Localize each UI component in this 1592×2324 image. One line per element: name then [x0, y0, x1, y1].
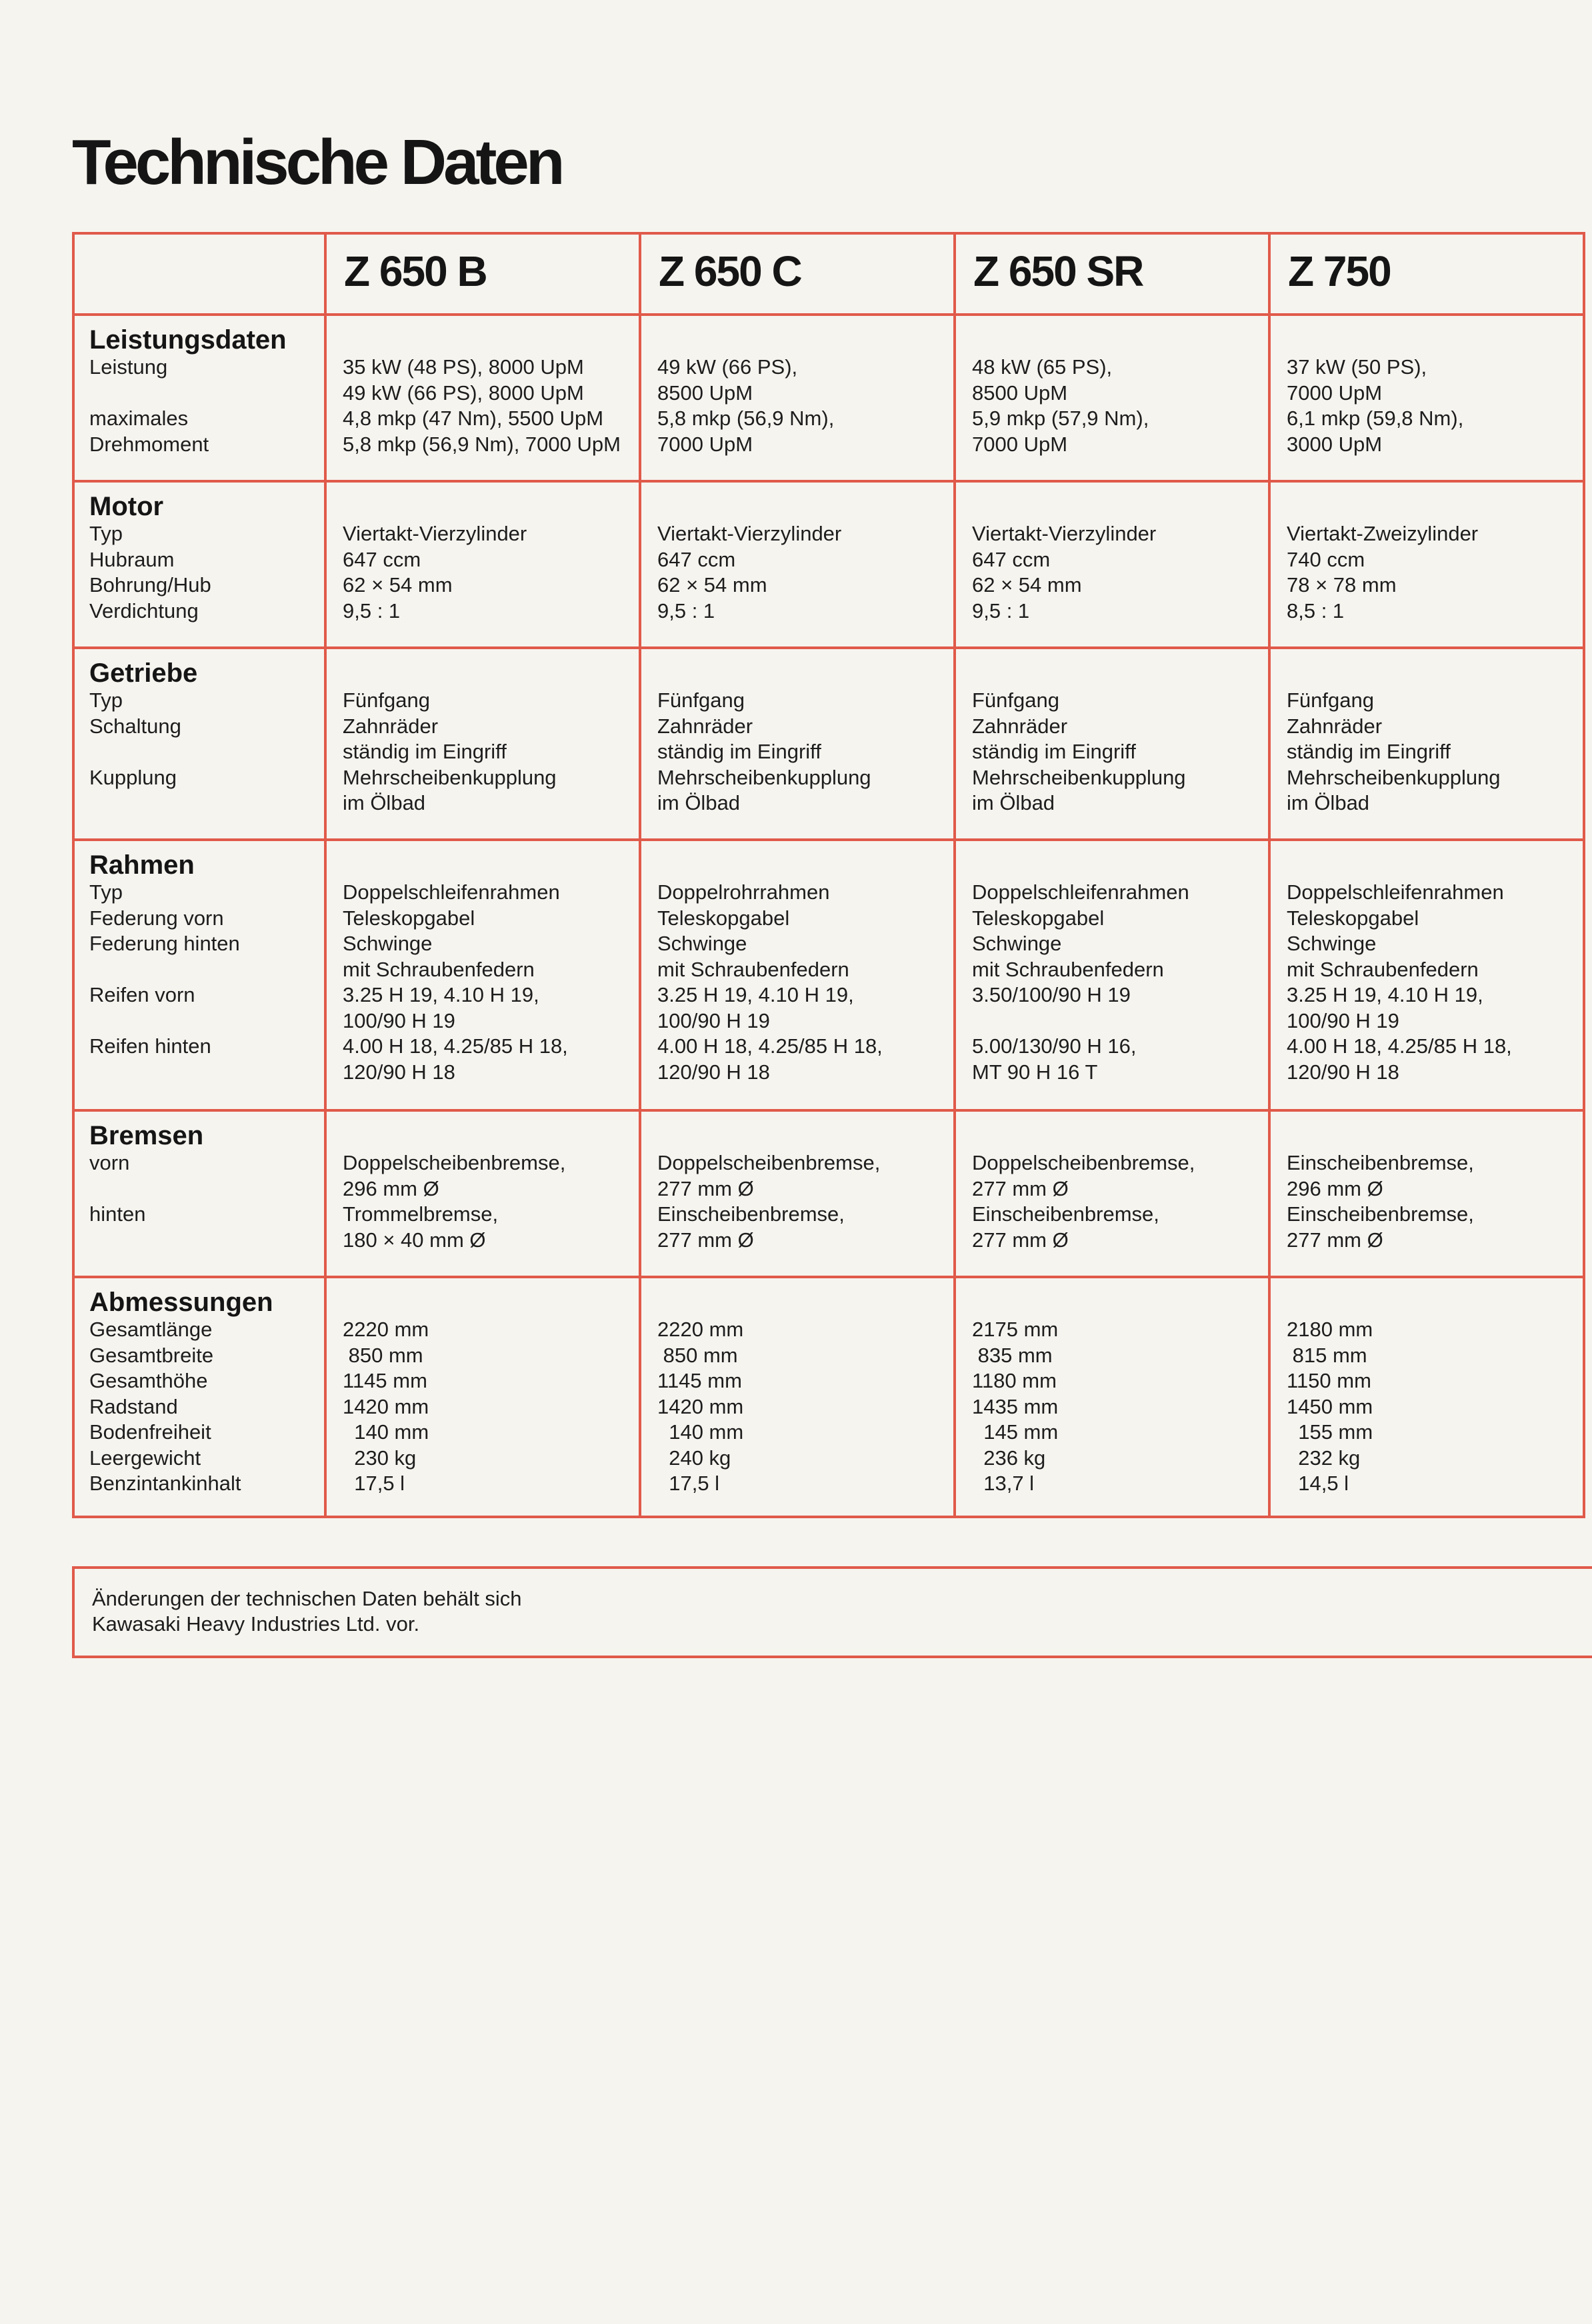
- spec-value: 8500 UpM: [972, 381, 1068, 405]
- spec-value: 835 mm: [972, 1343, 1053, 1367]
- spec-label: [89, 381, 320, 407]
- spec-value: 5.00/130/90 H 16,: [972, 1034, 1137, 1058]
- spec-label: Typ: [89, 688, 123, 712]
- section-title: Motor: [89, 492, 164, 521]
- spec-value: 6,1 mkp (59,8 Nm),: [1287, 407, 1464, 430]
- spec-value: 230 kg: [343, 1446, 417, 1470]
- spec-value: ständig im Eingriff: [343, 740, 507, 763]
- spec-value: 1435 mm: [972, 1394, 1059, 1418]
- spec-value: 4,8 mkp (47 Nm), 5500 UpM: [343, 407, 604, 430]
- spec-value: MT 90 H 16 T: [972, 1060, 1098, 1084]
- spec-value: Einscheibenbremse,: [972, 1202, 1159, 1226]
- spec-label: Bodenfreiheit: [89, 1420, 211, 1444]
- spec-value: 49 kW (66 PS),: [657, 355, 798, 379]
- section-label-cell: [73, 648, 325, 840]
- spec-label: Gesamthöhe: [89, 1369, 208, 1392]
- footnote-line: Kawasaki Heavy Industries Ltd. vor.: [92, 1612, 420, 1636]
- spec-value: Trommelbremse,: [343, 1202, 499, 1226]
- spec-value: im Ölbad: [1287, 791, 1370, 814]
- spec-value: 7000 UpM: [657, 432, 753, 456]
- spec-value: 48 kW (65 PS),: [972, 355, 1113, 379]
- spec-value: Doppelscheibenbremse,: [972, 1151, 1195, 1174]
- spec-value: Viertakt-Vierzylinder: [972, 522, 1157, 545]
- spec-value: 8,5 : 1: [1287, 598, 1345, 622]
- spec-value: 120/90 H 18: [1287, 1060, 1399, 1084]
- spec-value: 647 ccm: [657, 547, 736, 571]
- spec-label: Bohrung/Hub: [89, 573, 211, 596]
- spec-value: 140 mm: [657, 1420, 744, 1444]
- spec-value: Fünfgang: [1287, 688, 1374, 712]
- section-row-abmessungen: [73, 1277, 1584, 1517]
- spec-value: Teleskopgabel: [972, 906, 1105, 930]
- spec-value: 145 mm: [972, 1420, 1059, 1444]
- spec-value-cell-z650b: [325, 315, 640, 481]
- spec-value: 1450 mm: [1287, 1394, 1373, 1418]
- spec-label: Verdichtung: [89, 598, 199, 622]
- section-row-getriebe: [73, 648, 1584, 840]
- spec-value: 9,5 : 1: [657, 598, 715, 622]
- spec-value: ständig im Eingriff: [1287, 740, 1451, 763]
- spec-value: Mehrscheibenkupplung: [657, 765, 871, 789]
- section-row-motor: [73, 481, 1584, 648]
- spec-value: 37 kW (50 PS),: [1287, 355, 1427, 379]
- spec-value: Viertakt-Zweizylinder: [1287, 522, 1479, 545]
- section-label-cell: [73, 1110, 325, 1277]
- spec-value: 4.00 H 18, 4.25/85 H 18,: [343, 1034, 568, 1058]
- spec-value: Viertakt-Vierzylinder: [657, 522, 842, 545]
- section-title: Rahmen: [89, 850, 195, 880]
- spec-value: Zahnräder: [343, 714, 439, 738]
- spec-value-cell-z750: [1269, 481, 1584, 648]
- spec-value-cell-z650sr: [955, 648, 1269, 840]
- spec-value: [972, 1008, 1265, 1034]
- spec-value: 4.00 H 18, 4.25/85 H 18,: [657, 1034, 883, 1058]
- spec-value-cell-z650sr: [955, 1277, 1269, 1517]
- spec-value: Doppelscheibenbremse,: [657, 1151, 881, 1174]
- spec-value: Einscheibenbremse,: [657, 1202, 845, 1226]
- spec-value: 5,8 mkp (56,9 Nm),: [657, 407, 835, 430]
- spec-value: 277 mm Ø: [972, 1176, 1069, 1200]
- spec-label: Typ: [89, 880, 123, 904]
- spec-value: Zahnräder: [972, 714, 1068, 738]
- spec-value: 7000 UpM: [972, 432, 1068, 456]
- spec-value: 49 kW (66 PS), 8000 UpM: [343, 381, 584, 405]
- section-title: Abmessungen: [89, 1288, 273, 1317]
- spec-value: 1145 mm: [343, 1369, 427, 1392]
- section-row-bremsen: [73, 1110, 1584, 1277]
- spec-value: 2175 mm: [972, 1318, 1059, 1341]
- spec-label: Reifen vorn: [89, 983, 195, 1006]
- spec-value: 240 kg: [657, 1446, 731, 1470]
- section-label-cell: [73, 840, 325, 1110]
- spec-value: 3.25 H 19, 4.10 H 19,: [343, 983, 539, 1006]
- header-corner-cell: [73, 233, 325, 315]
- spec-value: 3000 UpM: [1287, 432, 1383, 456]
- spec-value-cell-z650c: [640, 315, 955, 481]
- spec-label: Radstand: [89, 1394, 178, 1418]
- spec-value: Doppelschleifenrahmen: [1287, 880, 1504, 904]
- spec-value-cell-z650b: [325, 840, 640, 1110]
- spec-value: 4.00 H 18, 4.25/85 H 18,: [1287, 1034, 1512, 1058]
- spec-value: ständig im Eingriff: [657, 740, 821, 763]
- spec-value: Mehrscheibenkupplung: [1287, 765, 1501, 789]
- spec-value: 2180 mm: [1287, 1318, 1373, 1341]
- spec-value: 180 × 40 mm Ø: [343, 1228, 486, 1252]
- spec-value-cell-z650sr: [955, 1110, 1269, 1277]
- spec-value: 236 kg: [972, 1446, 1046, 1470]
- section-label-cell: [73, 1277, 325, 1517]
- spec-value: 14,5 l: [1287, 1472, 1349, 1495]
- spec-value-cell-z650b: [325, 648, 640, 840]
- spec-label: Schaltung: [89, 714, 181, 738]
- spec-value: 120/90 H 18: [343, 1060, 455, 1084]
- spec-label: Kupplung: [89, 765, 177, 789]
- spec-value: 1145 mm: [657, 1369, 742, 1392]
- spec-label: Hubraum: [89, 547, 175, 571]
- spec-value: 17,5 l: [343, 1472, 405, 1495]
- spec-value-cell-z650c: [640, 840, 955, 1110]
- spec-value-cell-z750: [1269, 648, 1584, 840]
- spec-value: Schwinge: [343, 932, 433, 955]
- spec-value: 35 kW (48 PS), 8000 UpM: [343, 355, 584, 379]
- spec-label: [89, 739, 320, 765]
- spec-value: 8500 UpM: [657, 381, 753, 405]
- spec-value-cell-z650c: [640, 481, 955, 648]
- spec-value-cell-z750: [1269, 1110, 1584, 1277]
- spec-label: Leergewicht: [89, 1446, 201, 1470]
- spec-value: 1420 mm: [657, 1394, 744, 1418]
- model-header-z650sr: Z 650 SR: [955, 233, 1269, 315]
- spec-value-cell-z650b: [325, 1110, 640, 1277]
- section-title: Leistungsdaten: [89, 325, 287, 355]
- spec-label: Benzintankinhalt: [89, 1472, 241, 1495]
- spec-value: 5,9 mkp (57,9 Nm),: [972, 407, 1149, 430]
- spec-value: Doppelscheibenbremse,: [343, 1151, 566, 1174]
- section-label-cell: [73, 315, 325, 481]
- spec-value: Doppelrohrrahmen: [657, 880, 830, 904]
- spec-label: Gesamtlänge: [89, 1318, 213, 1341]
- spec-value: Fünfgang: [972, 688, 1059, 712]
- spec-value: 3.50/100/90 H 19: [972, 983, 1131, 1006]
- spec-value: 850 mm: [343, 1343, 423, 1367]
- spec-value: 296 mm Ø: [343, 1176, 439, 1200]
- spec-label: Typ: [89, 522, 123, 545]
- spec-value: im Ölbad: [972, 791, 1055, 814]
- spec-value: 1150 mm: [1287, 1369, 1371, 1392]
- section-title: Getriebe: [89, 658, 198, 688]
- spec-value: Einscheibenbremse,: [1287, 1202, 1474, 1226]
- spec-value: im Ölbad: [657, 791, 741, 814]
- page-title: Technische Daten: [72, 127, 562, 198]
- spec-value: Schwinge: [657, 932, 747, 955]
- section-title: Bremsen: [89, 1121, 204, 1150]
- spec-value: 277 mm Ø: [972, 1228, 1069, 1252]
- spec-value: 9,5 : 1: [343, 598, 401, 622]
- spec-value: 850 mm: [657, 1343, 738, 1367]
- spec-value-cell-z650c: [640, 1277, 955, 1517]
- spec-value: 13,7 l: [972, 1472, 1035, 1495]
- model-header-row: [73, 233, 1584, 315]
- spec-value: 647 ccm: [972, 547, 1051, 571]
- spec-value: 155 mm: [1287, 1420, 1373, 1444]
- spec-value: mit Schraubenfedern: [972, 957, 1164, 981]
- spec-value-cell-z650sr: [955, 315, 1269, 481]
- spec-value: 1420 mm: [343, 1394, 429, 1418]
- section-row-leistungsdaten: [73, 315, 1584, 481]
- spec-value: Schwinge: [972, 932, 1062, 955]
- spec-label: maximales: [89, 407, 189, 430]
- spec-label: [89, 1176, 320, 1202]
- spec-value: 62 × 54 mm: [343, 573, 453, 596]
- spec-label: [89, 957, 320, 983]
- spec-value: Mehrscheibenkupplung: [343, 765, 557, 789]
- spec-label: vorn: [89, 1151, 130, 1174]
- spec-value-cell-z650b: [325, 481, 640, 648]
- spec-value: 3.25 H 19, 4.10 H 19,: [1287, 983, 1483, 1006]
- spec-value: Einscheibenbremse,: [1287, 1151, 1474, 1174]
- spec-value: Fünfgang: [657, 688, 745, 712]
- spec-value: ständig im Eingriff: [972, 740, 1136, 763]
- spec-value: 100/90 H 19: [657, 1008, 770, 1032]
- model-header-z750: Z 750: [1269, 233, 1584, 315]
- spec-value: im Ölbad: [343, 791, 426, 814]
- spec-value: 277 mm Ø: [657, 1176, 754, 1200]
- spec-value-cell-z750: [1269, 1277, 1584, 1517]
- spec-label: Drehmoment: [89, 432, 209, 456]
- spec-value-cell-z650c: [640, 1110, 955, 1277]
- model-header-z650c: Z 650 C: [640, 233, 955, 315]
- spec-value-cell-z750: [1269, 840, 1584, 1110]
- spec-value: 78 × 78 mm: [1287, 573, 1397, 596]
- spec-value: Zahnräder: [1287, 714, 1383, 738]
- footnote-line: Änderungen der technischen Daten behält sich: [92, 1587, 522, 1610]
- spec-value: 740 ccm: [1287, 547, 1365, 571]
- spec-table: [72, 232, 1585, 1518]
- spec-value: mit Schraubenfedern: [1287, 957, 1479, 981]
- spec-value: 100/90 H 19: [1287, 1008, 1399, 1032]
- spec-label: Gesamtbreite: [89, 1343, 214, 1367]
- spec-value: 1180 mm: [972, 1369, 1057, 1392]
- spec-value: 3.25 H 19, 4.10 H 19,: [657, 983, 854, 1006]
- spec-value: 120/90 H 18: [657, 1060, 770, 1084]
- spec-value: 9,5 : 1: [972, 598, 1030, 622]
- spec-value-cell-z650c: [640, 648, 955, 840]
- spec-value: 647 ccm: [343, 547, 421, 571]
- spec-value: 2220 mm: [343, 1318, 429, 1341]
- spec-value: Zahnräder: [657, 714, 753, 738]
- spec-value: 277 mm Ø: [1287, 1228, 1383, 1252]
- spec-label: hinten: [89, 1202, 146, 1226]
- spec-value: 815 mm: [1287, 1343, 1367, 1367]
- spec-value: 100/90 H 19: [343, 1008, 455, 1032]
- spec-value-cell-z650sr: [955, 481, 1269, 648]
- spec-value: 7000 UpM: [1287, 381, 1383, 405]
- spec-value: 62 × 54 mm: [657, 573, 767, 596]
- spec-value: Teleskopgabel: [1287, 906, 1419, 930]
- model-header-z650b: Z 650 B: [325, 233, 640, 315]
- spec-value: Teleskopgabel: [657, 906, 790, 930]
- spec-label: [89, 1008, 320, 1034]
- spec-label: Federung vorn: [89, 906, 224, 930]
- spec-label: Reifen hinten: [89, 1034, 211, 1058]
- section-row-rahmen: [73, 840, 1584, 1110]
- spec-value: 17,5 l: [657, 1472, 720, 1495]
- spec-value-cell-z650b: [325, 1277, 640, 1517]
- spec-label: Leistung: [89, 355, 168, 379]
- footnote-box: [72, 1566, 1592, 1658]
- spec-value: 232 kg: [1287, 1446, 1361, 1470]
- spec-label: Federung hinten: [89, 932, 240, 955]
- spec-value: 5,8 mkp (56,9 Nm), 7000 UpM: [343, 432, 621, 456]
- spec-value: 140 mm: [343, 1420, 429, 1444]
- spec-value: Teleskopgabel: [343, 906, 475, 930]
- spec-value: 296 mm Ø: [1287, 1176, 1383, 1200]
- spec-value: 2220 mm: [657, 1318, 744, 1341]
- spec-value: Doppelschleifenrahmen: [972, 880, 1189, 904]
- spec-value: Fünfgang: [343, 688, 430, 712]
- spec-value: Viertakt-Vierzylinder: [343, 522, 527, 545]
- spec-value: 277 mm Ø: [657, 1228, 754, 1252]
- spec-value: Doppelschleifenrahmen: [343, 880, 560, 904]
- spec-value-cell-z750: [1269, 315, 1584, 481]
- spec-value: 62 × 54 mm: [972, 573, 1082, 596]
- spec-value: mit Schraubenfedern: [657, 957, 849, 981]
- section-label-cell: [73, 481, 325, 648]
- spec-value: Mehrscheibenkupplung: [972, 765, 1186, 789]
- spec-value-cell-z650sr: [955, 840, 1269, 1110]
- spec-value: mit Schraubenfedern: [343, 957, 535, 981]
- spec-value: Schwinge: [1287, 932, 1377, 955]
